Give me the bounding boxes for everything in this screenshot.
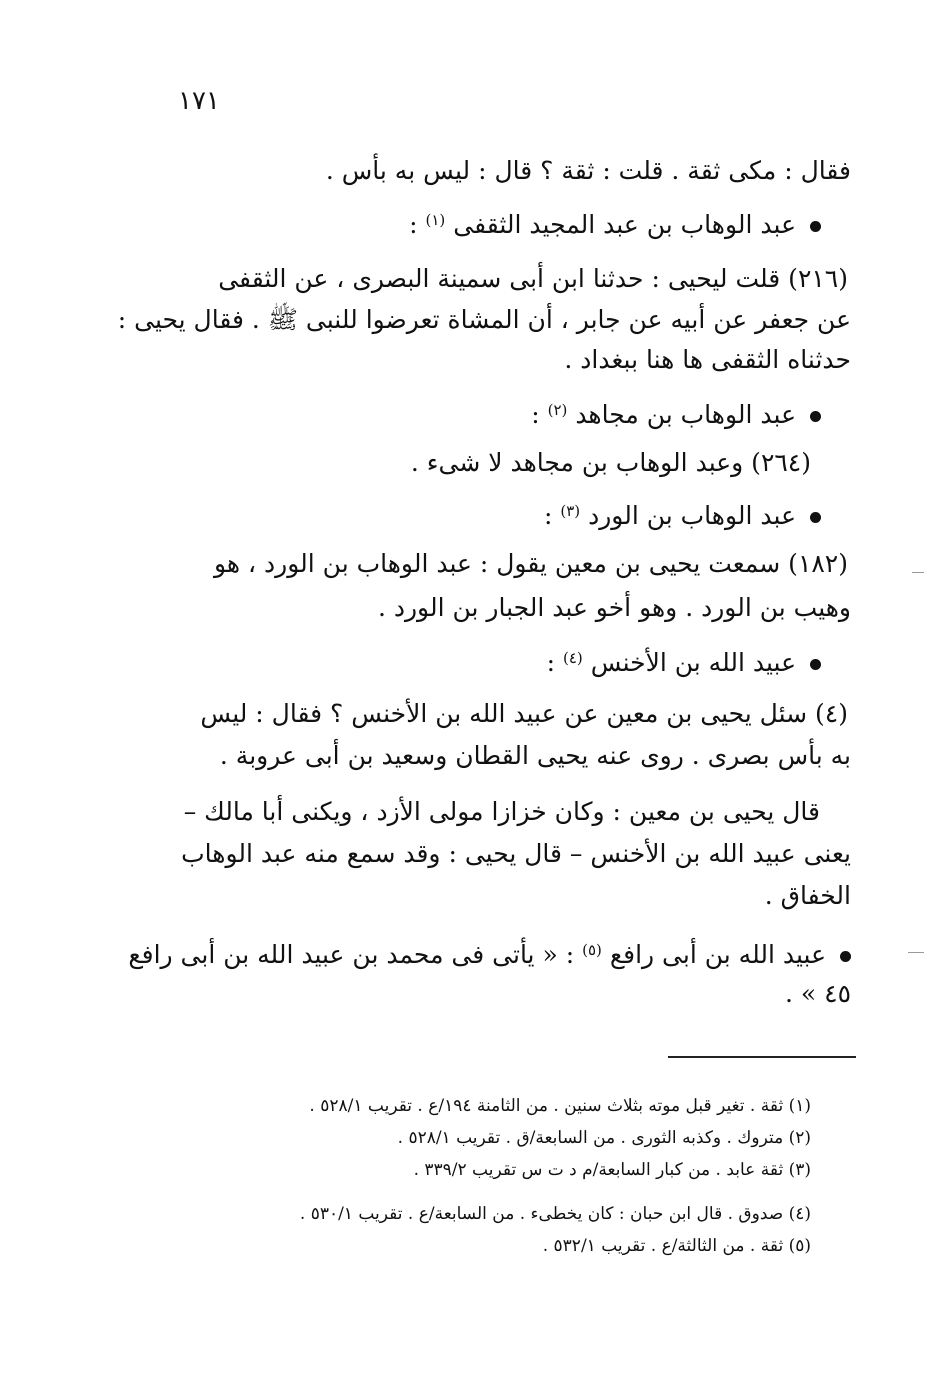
bullet-icon	[810, 221, 821, 232]
footnote-2: (٢) متروك . وكذبه الثورى . من السابعة/ق . تقريب ٥٢٨/١ .	[397, 1128, 811, 1148]
footnote-ref: (٤)	[562, 649, 583, 667]
page-number: ١٧١	[178, 86, 220, 116]
text-line-16: الخفاق .	[764, 881, 851, 910]
bullet-icon	[810, 411, 821, 422]
footnote-ref: (٢)	[547, 401, 568, 419]
text-line-14: قال يحيى بن معين : وكان خزازا مولى الأزد ، ويكنى أبا مالك –	[183, 797, 820, 826]
text-line-4: عن جعفر عن أبيه عن جابر ، أن المشاة تعرضوا للنبى ﷺ . فقال يحيى :	[117, 305, 851, 334]
text-line-18: ٤٥ » .	[785, 979, 851, 1008]
colon: :	[409, 210, 418, 239]
entry-name: عبد الوهاب بن مجاهد	[575, 400, 796, 429]
entry-name: عبد الوهاب بن عبد المجيد الثقفى	[453, 210, 796, 239]
footnote-3: (٣) ثقة عابد . من كبار السابعة/م د ت س تقريب ٣٣٩/٢ .	[413, 1160, 811, 1180]
entry-heading-abd-al-wahhab-ward	[544, 495, 821, 532]
footnote-1: (١) ثقة . تغير قبل موته بثلاث سنين . من الثامنة ١٩٤/ع . تقريب ٥٢٨/١ .	[309, 1096, 811, 1116]
text-line-12: (٤) سئل يحيى بن معين عن عبيد الله بن الأخنس ؟ فقال : ليس	[200, 699, 848, 728]
text-line-1: فقال : مكى ثقة . قلت : ثقة ؟ قال : ليس به بأس .	[325, 156, 851, 185]
bullet-icon	[840, 951, 851, 962]
entry-heading-ubayd-allah-abi-rafi	[128, 934, 851, 971]
text-line-7: (٢٦٤) وعبد الوهاب بن مجاهد لا شىء .	[410, 448, 811, 477]
footnote-5: (٥) ثقة . من الثالثة/ع . تقريب ٥٣٢/١ .	[542, 1236, 811, 1256]
footnote-ref: (١)	[425, 211, 446, 229]
entry-heading-abd-al-wahhab-mujahid	[531, 394, 821, 431]
entry-heading-ubayd-allah-akhnas	[547, 642, 821, 679]
colon: :	[546, 648, 556, 677]
cross-reference-text: : « يأتى فى محمد بن عبيد الله بن أبى رافع	[128, 940, 575, 969]
entry-heading-abd-al-wahhab-thaqafi	[409, 204, 821, 241]
scan-mark	[912, 572, 924, 573]
colon: :	[543, 501, 553, 530]
entry-name: عبد الوهاب بن الورد	[588, 501, 796, 530]
bullet-icon	[810, 512, 821, 523]
scan-mark	[908, 952, 924, 953]
footnote-4: (٤) صدوق . قال ابن حبان : كان يخطىء . من السابعة/ع . تقريب ٥٣٠/١ .	[299, 1204, 811, 1224]
text-line-9: (١٨٢) سمعت يحيى بن معين يقول : عبد الوهاب بن الورد ، هو	[213, 549, 848, 578]
colon: :	[531, 400, 540, 429]
footnote-separator	[668, 1056, 856, 1058]
entry-name: عبيد الله بن الأخنس	[590, 648, 796, 677]
text-line-15: يعنى عبيد الله بن الأخنس – قال يحيى : وقد سمع منه عبد الوهاب	[181, 839, 851, 868]
bullet-icon	[810, 659, 821, 670]
entry-name: عبيد الله بن أبى رافع	[609, 940, 826, 969]
text-line-10: وهيب بن الورد . وهو أخو عبد الجبار بن الورد .	[377, 593, 851, 622]
text-line-5: حدثناه الثقفى ها هنا ببغداد .	[564, 345, 851, 374]
text-line-13: به بأس بصرى . روى عنه يحيى القطان وسعيد بن أبى عروبة .	[219, 741, 851, 770]
footnote-ref: (٥)	[582, 941, 602, 959]
text-line-3: (٢١٦) قلت ليحيى : حدثنا ابن أبى سمينة البصرى ، عن الثقفى	[218, 264, 848, 293]
footnote-ref: (٣)	[560, 502, 581, 520]
